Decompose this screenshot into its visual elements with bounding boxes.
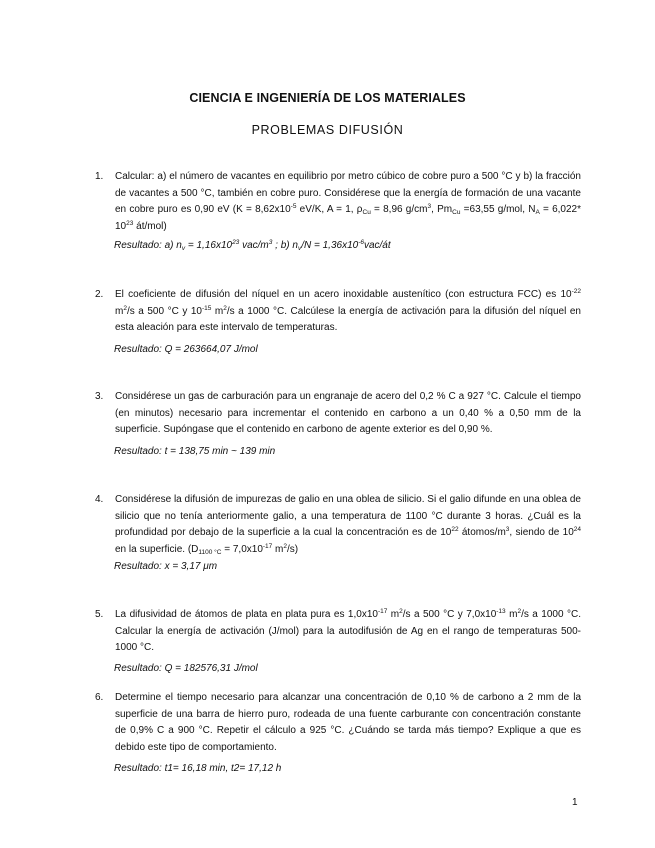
problem-2 — [95, 287, 581, 337]
problem-text: El coeficiente de difusión del níquel en un acero inoxidable austenítico (con estructura FCC) es $10^{-22}$ $m^2/s$ a 500 °C y $10^{-15}$ $m^2/s$ a 1000 °C. Calcúlese la energía de activación para la difusión del níquel en esta aleación para este intervalo de temperaturas. — [115, 288, 581, 333]
problem-4 — [95, 492, 581, 558]
result-label: Resultado: — [114, 240, 162, 251]
result-label: Resultado: — [114, 344, 162, 355]
problem-number: 5. — [95, 609, 104, 620]
problem-number: 4. — [95, 494, 104, 505]
problem-3-result — [114, 446, 275, 457]
result-value: t = 138,75 min ~ 139 min — [164, 446, 276, 457]
page-number: 1 — [572, 797, 578, 808]
problem-5-result — [114, 663, 258, 674]
problem-number: 2. — [95, 289, 104, 300]
result-label: Resultado: — [114, 561, 162, 572]
result-label: Resultado: — [114, 763, 162, 774]
result-value: a) $n_v = 1,16x10^{23}$ vac/$m^3$ ; b) $n_v/N$ = $1,36x10^{-6}vac/át$ — [164, 239, 391, 252]
problem-3 — [95, 389, 581, 439]
result-label: Resultado: — [114, 446, 162, 457]
problem-number: 6. — [95, 692, 104, 703]
problem-2-result — [114, 344, 258, 355]
result-value: x = 3,17 μm — [164, 561, 218, 572]
problem-1-result — [114, 240, 391, 251]
result-value: t1= 16,18 min, t2= 17,12 h — [164, 763, 282, 774]
problem-text: Considérese la difusión de impurezas de galio en una oblea de silicio. Si el galio difunde en una oblea de silicio que no tenía anteriormente galio, a una temperatura de 1100 °C durante 3 horas. ¿Cuál es la profundidad por debajo de la superficie a la cual la concentración es de $10^{22}$ átomos/$m^3$, siendo de $10^{24}$ en la superficie. ($D_{1100 ^\circ C} = 7,0x10^{-17}$ $m^2/s$) — [115, 494, 582, 556]
problem-6 — [95, 690, 581, 756]
problem-number: 1. — [95, 171, 104, 182]
document-title: CIENCIA E INGENIERÍA DE LOS MATERIALES — [189, 91, 466, 105]
result-value: Q = 263664,07 J/mol — [164, 344, 258, 355]
problem-text: La difusividad de átomos de plata en plata pura es $1,0x10^{-17}$ $m^2/s$ a 500 °C y $7,0x10^{-13}$ $m^2/s$ a 1000 °C. Calcular la energía de activación (J/mol) para la autodifusión de Ag en el rango de temperaturas 500-1000 °C. — [115, 608, 581, 653]
problem-6-result — [114, 763, 281, 774]
problem-1 — [95, 169, 581, 235]
result-label: Resultado: — [114, 663, 162, 674]
problem-4-result — [114, 561, 217, 572]
problem-text: Calcular: a) el número de vacantes en equilibrio por metro cúbico de cobre puro a 500 °C y b) la fracción de vacantes a 500 °C, también en cobre puro. Considérese que la energía de formación de una vacante en cobre puro es 0,90 eV ($K = 8,62x10^{-5}$ eV/K, A = 1, $\rho_{Cu} = 8,96$ $g/cm^3$, $Pm_{Cu} =63,55$ g/mol, $N_A = 6,022*$ $10^{23}$ át/mol) — [115, 171, 582, 232]
problem-number: 3. — [95, 391, 104, 402]
problem-text: Considérese un gas de carburación para un engranaje de acero del 0,2 % C a 927 °C. Calcule el tiempo (en minutos) necesario para incrementar el contenido en carbono a un 0,40 % a 0,50 mm de la superficie. Supóngase que el contenido en carbono de agente exterior es del 0,90 %. — [115, 391, 581, 435]
problem-5 — [95, 607, 581, 657]
problem-text: Determine el tiempo necesario para alcanzar una concentración de 0,10 % de carbono a 2 mm de la superficie de una barra de hierro puro, rodeada de una fuente carburante con concentración constante de 0,9% C a 900 °C. Repetir el cálculo a 925 °C. ¿Cuándo se tarda más tiempo? Explique a que es debido este tipo de comportamiento. — [115, 692, 581, 753]
result-value: Q = 182576,31 J/mol — [164, 663, 258, 674]
document-subtitle: PROBLEMAS DIFUSIÓN — [251, 123, 404, 137]
